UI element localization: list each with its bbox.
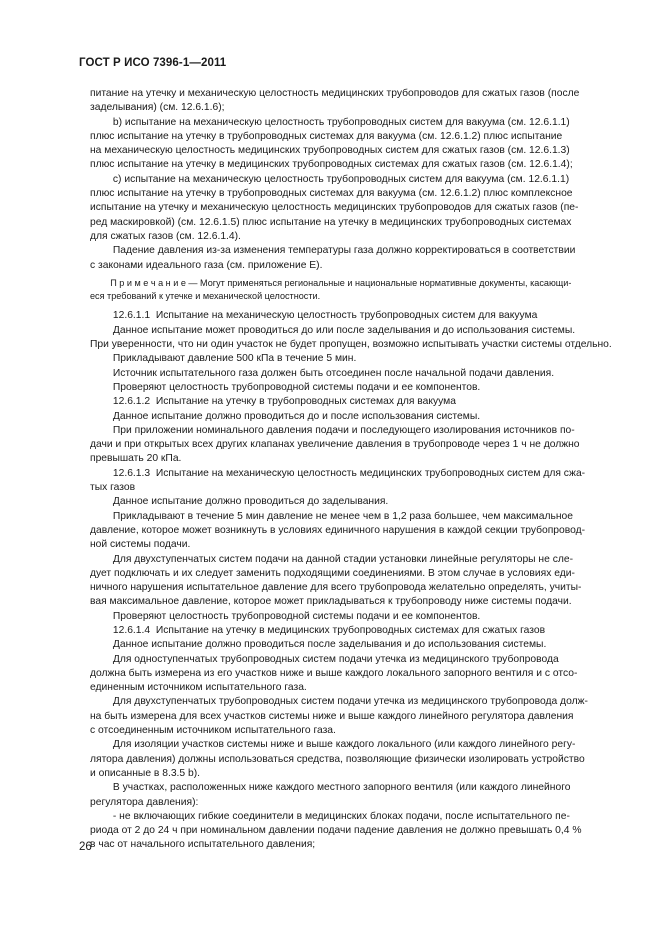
text-line: При приложении номинального давления подачи и последующего изолирования источников по- <box>90 424 575 436</box>
text-line: Для двухступенчатых систем подачи на данной стадии установки линейные регуляторы не сле- <box>90 553 574 565</box>
text-line: дует подключать и их следует заменить подходящими соединениями. В этом случае в условиях еди- <box>90 567 575 579</box>
text-line: Источник испытательного газа должен быть отсоединен после начальной подачи давления. <box>90 367 555 379</box>
text-line: вая максимальное давление, которое может прикладываться к трубопроводу ниже системы подачи. <box>90 596 572 608</box>
text-line: Падение давления из-за изменения температуры газа должно корректироваться в соответствии <box>90 245 576 257</box>
text-line: 12.6.1.4 Испытание на утечку в медицинских трубопроводных системах для сжатых газов <box>90 624 546 636</box>
text-line: должна быть измерена из его участков ниже и выше каждого локального запорного вентиля и с отсо- <box>90 667 578 679</box>
text-line: Данное испытание должно проводиться после заделывания и до использования системы. <box>90 639 547 651</box>
text-line: риода от 2 до 24 ч при номинальном давлении подачи падение давления не должно превышать 0,4 % <box>90 825 582 837</box>
text-line: Для изоляции участков системы ниже и выше каждого локального (или каждого линейного регу- <box>90 739 576 751</box>
text-line: Данное испытание должно проводиться до заделывания. <box>90 496 389 508</box>
text-line: в час от начального испытательного давления; <box>90 839 316 851</box>
text-line: ничного нарушения испытательное давление для всего трубопровода желательно определять, учиты- <box>90 582 582 594</box>
text-line: плюс испытание на утечку в трубопроводных системах для вакуума (см. 12.6.1.2) плюс испытание <box>90 130 563 142</box>
text-line: плюс испытание на утечку в медицинских трубопроводных системах для сжатых газов (см. 12.6.1.4); <box>90 159 573 171</box>
text-line: регулятора давления): <box>90 796 199 808</box>
text-line: с отсоединенным источником испытательного газа. <box>90 725 336 737</box>
text-block-2 <box>90 309 614 852</box>
text-line: давление, которое может возникнуть в условиях единичного нарушения в каждой секции трубопровод- <box>90 524 586 536</box>
text-line: Прикладывают в течение 5 мин давление не менее чем в 1,2 раза большее, чем максимальное <box>90 510 573 522</box>
note-block <box>90 277 614 303</box>
note-line: П р и м е ч а н и е — Могут применяться региональные и национальные нормативные документы, касающи- <box>90 277 572 288</box>
text-line: для сжатых газов (см. 12.6.1.4). <box>90 230 241 242</box>
text-line: заделывания) (см. 12.6.1.6); <box>90 102 225 114</box>
text-line: Данное испытание должно проводиться до и после использования системы. <box>90 410 481 422</box>
text-line: плюс испытание на утечку в трубопроводных системах для вакуума (см. 12.6.1.2) плюс комплексное <box>90 188 573 200</box>
text-line: b) испытание на механическую целостность трубопроводных систем для вакуума (см. 12.6.1.1) <box>90 116 570 128</box>
text-line: При уверенности, что ни один участок не будет пропущен, возможно испытывать участки системы отдельно. <box>90 339 612 351</box>
text-line: Данное испытание может проводиться до или после заделывания и до использования системы. <box>90 324 576 336</box>
text-line: Прикладывают давление 500 кПа в течение 5 мин. <box>90 353 357 365</box>
text-line: c) испытание на механическую целостность трубопроводных систем для вакуума (см. 12.6.1.1) <box>90 173 570 185</box>
text-line: 12.6.1.1 Испытание на механическую целостность трубопроводных систем для вакуума <box>90 310 538 322</box>
text-line: лятора давления) должны использоваться средства, позволяющие физически изолировать устройство <box>90 753 585 765</box>
text-block-1 <box>90 87 614 273</box>
text-line: превышать 20 кПа. <box>90 453 182 465</box>
text-line: 12.6.1.2 Испытание на утечку в трубопроводных системах для вакуума <box>90 396 456 408</box>
document-header: ГОСТ Р ИСО 7396-1—2011 <box>79 57 227 69</box>
text-line: с законами идеального газа (см. приложение Е). <box>90 259 323 271</box>
text-line: питание на утечку и механическую целостность медицинских трубопроводов для сжатых газов (после <box>90 88 580 99</box>
text-line: на быть измерена для всех участков системы ниже и выше каждого линейного регулятора давления <box>90 710 574 722</box>
text-line: Для двухступенчатых трубопроводных систем подачи утечка из медицинского трубопровода долж- <box>90 696 588 708</box>
text-line: тых газов <box>90 482 136 494</box>
text-line: на механическую целостность медицинских трубопроводных систем для сжатых газов (см. 12.6.1.3) <box>90 145 570 157</box>
document-body <box>90 87 614 853</box>
page-number: 26 <box>79 841 92 853</box>
note-line: еся требований к утечке и механической целостности. <box>90 290 321 301</box>
text-line: испытание на утечку и механическую целостность медицинских трубопроводов для сжатых газов (пе- <box>90 202 579 214</box>
text-line: единенным источником испытательного газа. <box>90 682 307 694</box>
text-line: ред маскировкой) (см. 12.6.1.5) плюс испытание на утечку в медицинских трубопроводных системах <box>90 216 572 228</box>
text-line: 12.6.1.3 Испытание на механическую целостность медицинских трубопроводных систем для сжа- <box>90 467 586 479</box>
text-line: В участках, расположенных ниже каждого местного запорного вентиля (или каждого линейного <box>90 782 571 794</box>
text-line: ной системы подачи. <box>90 539 191 551</box>
text-line: - не включающих гибкие соединители в медицинских блоках подачи, после испытательного пе- <box>90 810 570 822</box>
text-line: Для одноступенчатых трубопроводных систем подачи утечка из медицинского трубопровода <box>90 653 559 665</box>
text-line: дачи и при открытых всех других клапанах увеличение давления в трубопроводе через 1 ч не должно <box>90 439 580 451</box>
text-line: Проверяют целостность трубопроводной системы подачи и ее компонентов. <box>90 610 481 622</box>
text-line: Проверяют целостность трубопроводной системы подачи и ее компонентов. <box>90 381 481 393</box>
text-line: и описанные в 8.3.5 b). <box>90 767 201 779</box>
